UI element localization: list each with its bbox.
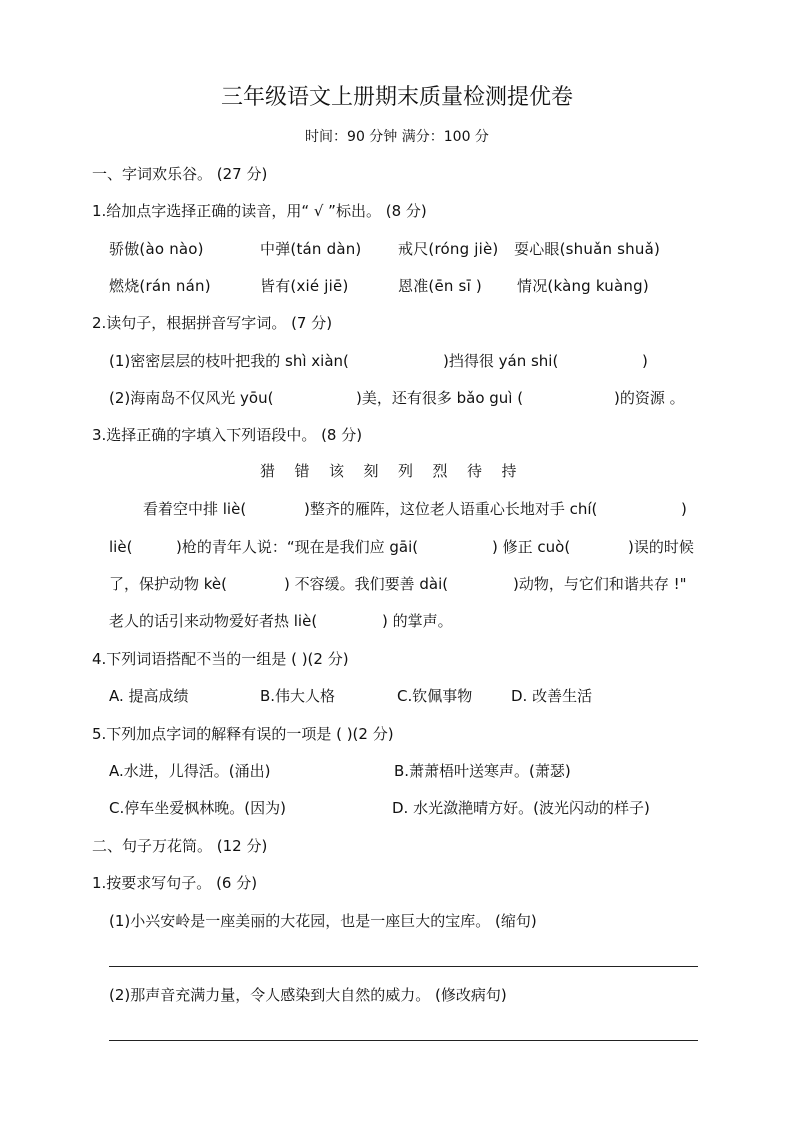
answer-line-2[interactable] xyxy=(109,1040,698,1041)
q2-s2-part-a: (2)海南岛不仅风光 yōu( xyxy=(109,389,274,407)
q1-stem: 1.给加点字选择正确的读音，用“ √ ”标出。 (8 分) xyxy=(92,202,427,220)
q5-option-d: D. 水光潋滟晴方好。(波光闪动的样子) xyxy=(392,799,650,817)
q3-p3-part-a: 了，保护动物 kè( xyxy=(109,575,228,593)
q5-option-c: C.停车坐爱枫林晚。(因为) xyxy=(109,799,286,817)
q1-item-3: 戒尺(róng jiè) xyxy=(398,240,499,258)
q2-stem: 2.读句子，根据拼音写字词。 (7 分) xyxy=(92,314,333,332)
section-1-heading: 一、字词欢乐谷。 (27 分) xyxy=(92,165,268,183)
q3-p1-part-b: )整齐的雁阵，这位老人语重心长地对手 chí( xyxy=(304,500,598,518)
s2-q1-sentence-2: (2)那声音充满力量，令人感染到大自然的威力。 (修改病句) xyxy=(109,986,507,1004)
q1-item-1: 骄傲(ào nào) xyxy=(109,240,204,258)
q4-option-c: C.钦佩事物 xyxy=(397,687,473,705)
q3-char: 猎 xyxy=(260,462,276,480)
answer-line-1[interactable] xyxy=(109,966,698,967)
q4-option-b: B.伟大人格 xyxy=(260,687,336,705)
q1-item-8: 情况(kàng kuàng) xyxy=(517,277,649,295)
q1-item-4: 耍心眼(shuǎn shuǎ) xyxy=(514,240,661,258)
q5-option-a: A.水进，儿得活。(涌出) xyxy=(109,762,271,780)
q1-item-5: 燃烧(rán nán) xyxy=(109,277,211,295)
q3-char: 烈 xyxy=(432,462,448,480)
q3-char: 持 xyxy=(501,462,517,480)
exam-info: 时间：90 分钟 满分：100 分 xyxy=(305,129,489,145)
q3-char: 待 xyxy=(467,462,483,480)
q1-item-7: 恩准(ēn sī ) xyxy=(398,277,482,295)
q3-p4-part-b: ) 的掌声。 xyxy=(382,612,453,630)
q3-p1-part-a: 看着空中排 liè( xyxy=(143,500,247,518)
q3-char: 错 xyxy=(294,462,310,480)
q3-char: 列 xyxy=(398,462,414,480)
q3-p1-part-c: ) xyxy=(681,500,687,518)
q2-s1-part-c: ) xyxy=(642,352,648,370)
q2-s2-part-b: )美，还有很多 bǎo guì ( xyxy=(356,389,524,407)
s2-q1-sentence-1: (1)小兴安岭是一座美丽的大花园，也是一座巨大的宝库。 (缩句) xyxy=(109,912,537,930)
q5-option-b: B.萧萧梧叶送寒声。(萧瑟) xyxy=(394,762,571,780)
q3-stem: 3.选择正确的字填入下列语段中。 (8 分) xyxy=(92,426,363,444)
q3-char-bank xyxy=(260,461,536,481)
q2-s1-part-a: (1)密密层层的枝叶把我的 shì xiàn( xyxy=(109,352,349,370)
q3-p3-part-b: ) 不容缓。我们要善 dài( xyxy=(284,575,449,593)
s2-q1-stem: 1.按要求写句子。 (6 分) xyxy=(92,874,258,892)
q4-option-a: A. 提高成绩 xyxy=(109,687,189,705)
q3-p2-part-d: )误的时候 xyxy=(628,538,694,556)
q1-item-6: 皆有(xié jiē) xyxy=(260,277,349,295)
section-2-heading: 二、句子万花筒。 (12 分) xyxy=(92,837,268,855)
q5-stem: 5.下列加点字词的解释有误的一项是 ( )(2 分) xyxy=(92,725,394,743)
q3-p2-part-a: liè( xyxy=(109,538,133,556)
q3-char: 刻 xyxy=(363,462,379,480)
q1-item-2: 中弹(tán dàn) xyxy=(260,240,362,258)
q2-s1-part-b: )挡得很 yán shi( xyxy=(443,352,559,370)
q3-p4-part-a: 老人的话引来动物爱好者热 liè( xyxy=(109,612,318,630)
q3-p3-part-c: )动物，与它们和谐共存 !" xyxy=(513,575,687,593)
q4-stem: 4.下列词语搭配不当的一组是 ( )(2 分) xyxy=(92,650,349,668)
page-title: 三年级语文上册期末质量检测提优卷 xyxy=(220,85,573,110)
q3-p2-part-b: )枪的青年人说：“现在是我们应 gāi( xyxy=(176,538,419,556)
q2-s2-part-c: )的资源 。 xyxy=(614,389,685,407)
q3-char: 该 xyxy=(329,462,345,480)
q3-p2-part-c: ) 修正 cuò( xyxy=(492,538,571,556)
q4-option-d: D. 改善生活 xyxy=(511,687,593,705)
